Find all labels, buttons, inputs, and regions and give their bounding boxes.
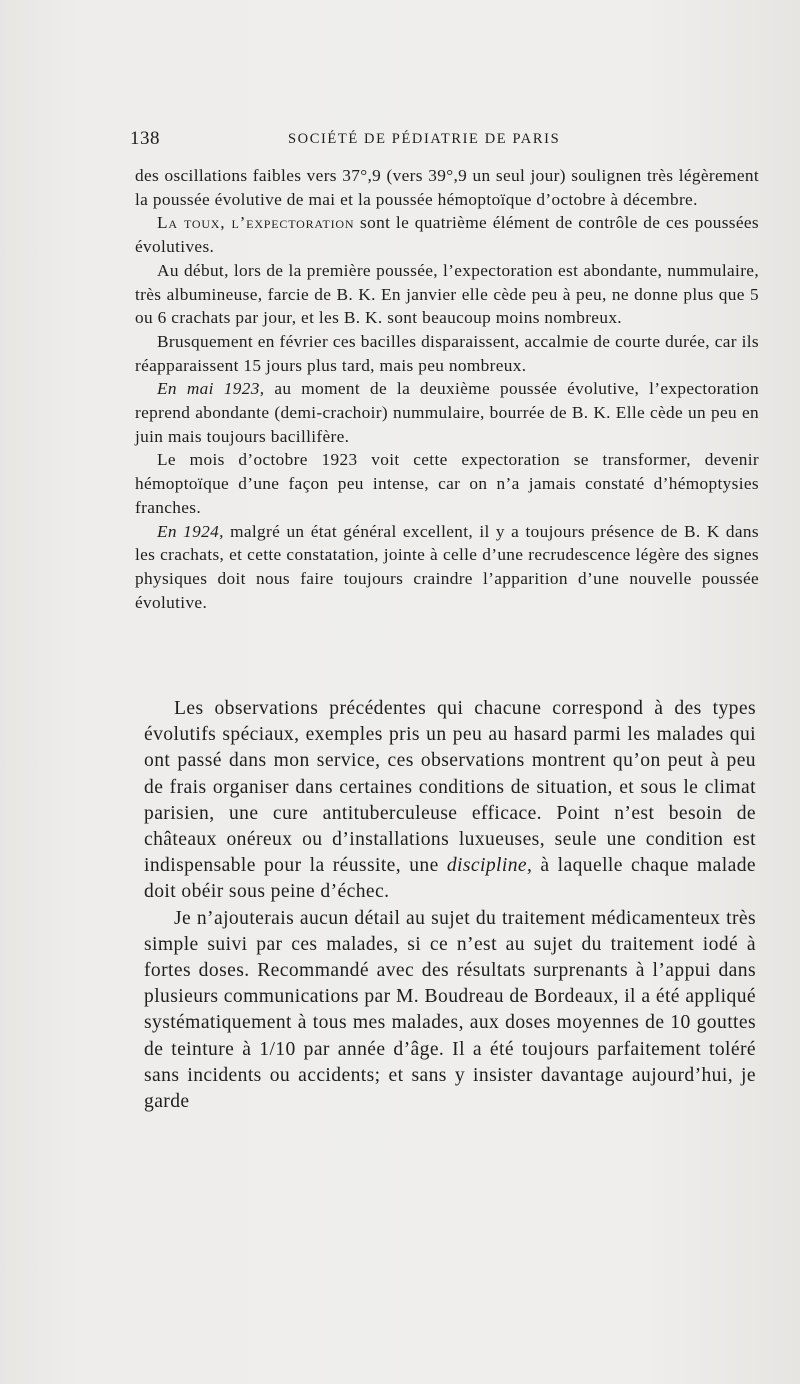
paragraph: La toux, l’expectoration sont le quatrième élément de contrôle de ces poussées évolutives.: [135, 213, 759, 257]
paragraph: Je n’ajouterais aucun détail au sujet du traitement médicamenteux très simple suivi par ces malades, si ce n’est au sujet du traitement iodé à fortes doses. Recommandé avec des résultats surprenants à l’appui dans plusieurs communications par M. Boudreau de Bordeaux, il a été appliqué systématiquement à tous mes malades, aux doses moyennes de 10 gouttes de teinture à 1/10 par année d’âge. Il a été toujours parfaitement toléré sans incidents ou accidents; et sans y insister davantage aujourd’hui, je garde: [144, 907, 756, 1113]
paragraph: des oscillations faibles vers 37°,9 (vers 39°,9 un seul jour) soulignen très légèrement la poussée évolutive de mai et la poussée hémoptoïque d’octobre à décembre.: [135, 166, 759, 209]
paragraph: Le mois d’octobre 1923 voit cette expectoration se transformer, devenir hémoptoïque d’une façon peu intense, car on n’a jamais constaté d’hémoptysies franches.: [135, 450, 759, 517]
date-lead: En mai 1923,: [157, 379, 265, 399]
page-number: 138: [130, 128, 160, 149]
running-title: SOCIÉTÉ DE PÉDIATRIE DE PARIS: [288, 131, 561, 147]
paragraph: Au début, lors de la première poussée, l’expectoration est abondante, nummulaire, très albumineuse, farcie de B. K. En janvier elle cède peu à peu, ne donne plus que 5 ou 6 crachats par jour, et les B. K. sont beaucoup moins nombreux.: [135, 260, 759, 328]
paragraph: En 1924, malgré un état général excellent, il y a toujours présence de B. K dans les crachats, et cette constatation, jointe à celle d’une recrudescence légère des signes physiques doit nous faire toujours craindre l’apparition d’une nouvelle poussée évolutive.: [135, 521, 759, 612]
discussion-text: [144, 696, 756, 1115]
case-report-text: [135, 164, 759, 614]
paragraph: Brusquement en février ces bacilles disparaissent, accalmie de courte durée, car ils réapparaissent 15 jours plus tard, mais peu nombreux.: [135, 331, 759, 375]
emphasis: discipline,: [446, 855, 533, 877]
paragraph: Les observations précédentes qui chacune correspond à des types évolutifs spéciaux, exemples pris un peu au hasard parmi les malades qui ont passé dans mon service, ces observations montrent qu’on peut à peu de frais organiser dans certaines conditions de situation, et sous le climat parisien, une cure antituberculeuse efficace. Point n’est besoin de châteaux onéreux ou d’installations luxueuses, seule une condition est indispensable pour la réussite, une discipline, à laquelle chaque malade doit obéir sous peine d’échec.: [144, 698, 756, 903]
page-header: [130, 128, 755, 154]
date-lead: En 1924,: [157, 521, 224, 541]
section-lead: La toux, l’expectoration: [157, 213, 355, 233]
paragraph: En mai 1923, au moment de la deuxième poussée évolutive, l’expectoration reprend abondante (demi-crachoir) nummulaire, bourrée de B. K. Elle cède un peu en juin mais toujours bacillifère.: [135, 379, 759, 446]
